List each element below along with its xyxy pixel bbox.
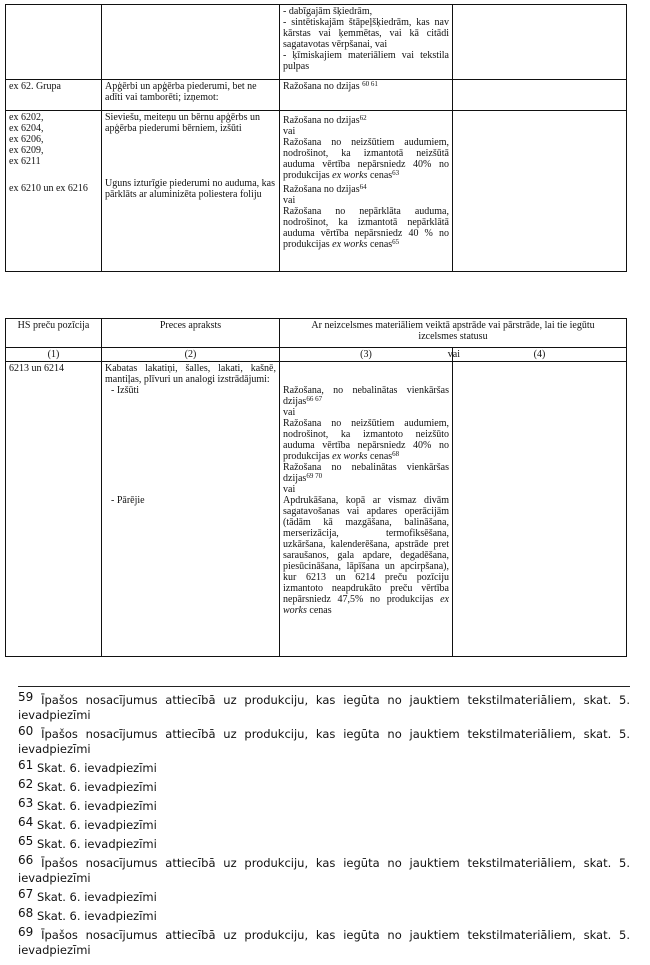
footnote — [18, 853, 631, 886]
hs-cell — [6, 111, 102, 272]
footnote — [18, 796, 630, 814]
footnote-ref: 64 — [359, 183, 367, 191]
col-num-4: (4) — [453, 348, 627, 362]
subitem-embroidered: - Izšūti — [111, 385, 140, 396]
hs-code: ex 6210 un ex 6216 — [9, 183, 88, 194]
footnote-number: 60 — [18, 724, 34, 738]
footnote-ref: 65 — [392, 238, 400, 246]
list-item: - sintētiskajām štāpeļšķiedrām, kas nav kārstas vai ķemmētas, vai kā citādi sagatavotas vērpšanai, vai — [283, 17, 449, 50]
rule-text: Ražošana no dzijas — [283, 81, 360, 92]
list-item: - ķīmiskajiem materiāliem vai tekstila pulpas — [283, 50, 449, 72]
table-row — [6, 111, 627, 272]
header-description: Preces apraksts — [102, 319, 280, 348]
footnote — [18, 690, 631, 723]
footnote-ref: 62 — [359, 114, 367, 122]
subitem-other: - Pārējie — [111, 495, 145, 506]
table-row — [6, 362, 627, 657]
rule-text: Apdrukāšana, kopā ar vismaz divām sagatavošanas vai apdares operācijām (tādām kā mazgāšana, balināšana, merserizācija, termofiksēšana, uzkāršana, kalenderēšana, apstrāde pret saraušanos, gala apdare, degadēšana, piesūcināšana, lāpīšana un apcirpšana), kur 6213 un 6214 preču pozīciju izmantoto neapdrukāto preču vērtība nepārsniedz 47,5% no produkcijas ex works cenas — [283, 495, 449, 616]
hs-code: ex 6209, — [9, 145, 44, 156]
footnote-text: Skat. 6. ievadpiezīmi — [36, 780, 157, 794]
footnote — [18, 758, 630, 776]
footnote-number: 69 — [18, 925, 34, 939]
footnote-number: 59 — [18, 690, 34, 704]
description-cell — [102, 362, 280, 657]
footnote — [18, 815, 630, 833]
col-num-or: vai — [447, 349, 460, 360]
rule-text: vai — [283, 126, 296, 137]
rule-text: Ražošana no dzijas — [283, 115, 360, 126]
footnote-number: 65 — [18, 834, 34, 848]
header-hs: HS preču pozīcija — [6, 319, 102, 348]
description-cell — [102, 111, 280, 272]
footnote — [18, 906, 630, 924]
footnote — [18, 925, 631, 958]
footnote-number: 61 — [18, 758, 34, 772]
footnote-ref: 66 67 — [306, 395, 323, 403]
footnote-ref: 63 — [392, 169, 400, 177]
alt-processing-cell — [453, 362, 627, 657]
col-num-3-label: (3) — [360, 349, 372, 360]
footnote-text: Skat. 6. ievadpiezīmi — [36, 890, 157, 904]
rule-text: Ražošana no nepārklāta auduma, nodrošinot, ka izmantotā nepārklātā auduma vērtība nepārsniedz 40 % no produkcijas ex works cenas — [283, 206, 449, 250]
footnote-number: 66 — [18, 853, 34, 867]
hs-cell: 6213 un 6214 — [6, 362, 102, 657]
alt-processing-cell — [453, 111, 627, 272]
footnote-text: Skat. 6. ievadpiezīmi — [36, 799, 157, 813]
processing-cell — [280, 80, 453, 111]
footnote-text: Īpašos nosacījumus attiecībā uz produkciju, kas iegūta no jauktiem tekstilmateriāliem, skat. 5. ievadpiezīmi — [18, 693, 631, 722]
hs-code: ex 6204, — [9, 123, 44, 134]
description-text: Uguns izturīgie piederumi no auduma, kas pārklāts ar aluminizēta poliestera foliju — [105, 178, 275, 200]
alt-processing-cell — [453, 5, 627, 80]
footnote-number: 68 — [18, 906, 34, 920]
footnote-text: Skat. 6. ievadpiezīmi — [36, 818, 157, 832]
hs-cell: ex 62. Grupa — [6, 80, 102, 111]
rules-table-bottom — [5, 318, 627, 657]
hs-code: ex 6206, — [9, 134, 44, 145]
footnote-ref: 60 61 — [362, 80, 378, 88]
rules-table-top — [5, 4, 627, 272]
col-num-1: (1) — [6, 348, 102, 362]
description-cell: Apģērbi un apģērba piederumi, bet ne adīti vai tamborēti; izņemot: — [102, 80, 280, 111]
hs-cell — [6, 5, 102, 80]
rule-text: Ražošana no neizšūtiem audumiem, nodrošinot, ka izmantoto neizšūto auduma vērtība nepārsniedz 40% no produkcijas ex works cenas — [283, 418, 449, 462]
header-processing: Ar neizcelsmes materiāliem veiktā apstrāde vai pārstrāde, lai tie iegūtu izcelsmes statusu — [280, 319, 627, 348]
footnote-text: Skat. 6. ievadpiezīmi — [36, 761, 157, 775]
list-item: - dabīgajām šķiedrām, — [283, 6, 373, 17]
footnotes — [18, 690, 631, 962]
footnote-text: Īpašos nosacījumus attiecībā uz produkciju, kas iegūta no jauktiem tekstilmateriāliem, skat. 5. ievadpiezīmi — [18, 928, 631, 957]
hs-code: ex 6202, — [9, 112, 44, 123]
hs-code: ex 6211 — [9, 156, 41, 167]
alt-processing-cell — [453, 80, 627, 111]
footnote-text: Skat. 6. ievadpiezīmi — [36, 837, 157, 851]
footnote — [18, 777, 630, 795]
footnote-text: Īpašos nosacījumus attiecībā uz produkciju, kas iegūta no jauktiem tekstilmateriāliem, skat. 5. ievadpiezīmi — [18, 727, 631, 756]
rule-text: Ražošana no neizšūtiem audumiem, nodrošinot, ka izmantotā neizšūtā auduma vērtība nepārsniedz 40% no produkcijas ex works cenas — [283, 137, 449, 181]
footnote — [18, 887, 630, 905]
rule-text: vai — [283, 484, 296, 495]
col-num-3 — [280, 348, 460, 362]
rule-text: Ražošana no dzijas — [283, 184, 360, 195]
footnote-divider — [18, 686, 630, 687]
description-cell — [102, 5, 280, 80]
footnote-ref: 68 — [392, 450, 400, 458]
table-row — [6, 80, 627, 111]
footnote — [18, 834, 630, 852]
rule-text: Ražošana no nebalinātas vienkāršas dzijas — [283, 462, 449, 484]
footnote-text: Skat. 6. ievadpiezīmi — [36, 909, 157, 923]
processing-cell — [280, 111, 453, 272]
col-num-2: (2) — [102, 348, 280, 362]
description-text: Kabatas lakatiņi, šalles, lakati, kašnē, mantiļas, plīvuri un analogi izstrādājumi: — [105, 363, 276, 385]
footnote-ref: 69 70 — [306, 472, 323, 480]
rule-text: vai — [283, 195, 296, 206]
footnote-number: 63 — [18, 796, 34, 810]
rule-text: Ražošana, no nebalinātas vienkāršas dzijas — [283, 385, 449, 407]
footnote-number: 67 — [18, 887, 34, 901]
footnote-number: 62 — [18, 777, 34, 791]
processing-cell — [280, 5, 453, 80]
table-header-row — [6, 319, 627, 348]
rule-text: vai — [283, 407, 296, 418]
footnote-text: Īpašos nosacījumus attiecībā uz produkciju, kas iegūta no jauktiem tekstilmateriāliem, skat. 5. ievadpiezīmi — [18, 856, 631, 885]
table-row — [6, 5, 627, 80]
footnote-number: 64 — [18, 815, 34, 829]
processing-cell — [280, 362, 453, 657]
description-text: Sieviešu, meiteņu un bērnu apģērbs un apģērba piederumi bērniem, izšūti — [105, 112, 260, 134]
footnote — [18, 724, 631, 757]
column-number-row — [6, 348, 627, 362]
